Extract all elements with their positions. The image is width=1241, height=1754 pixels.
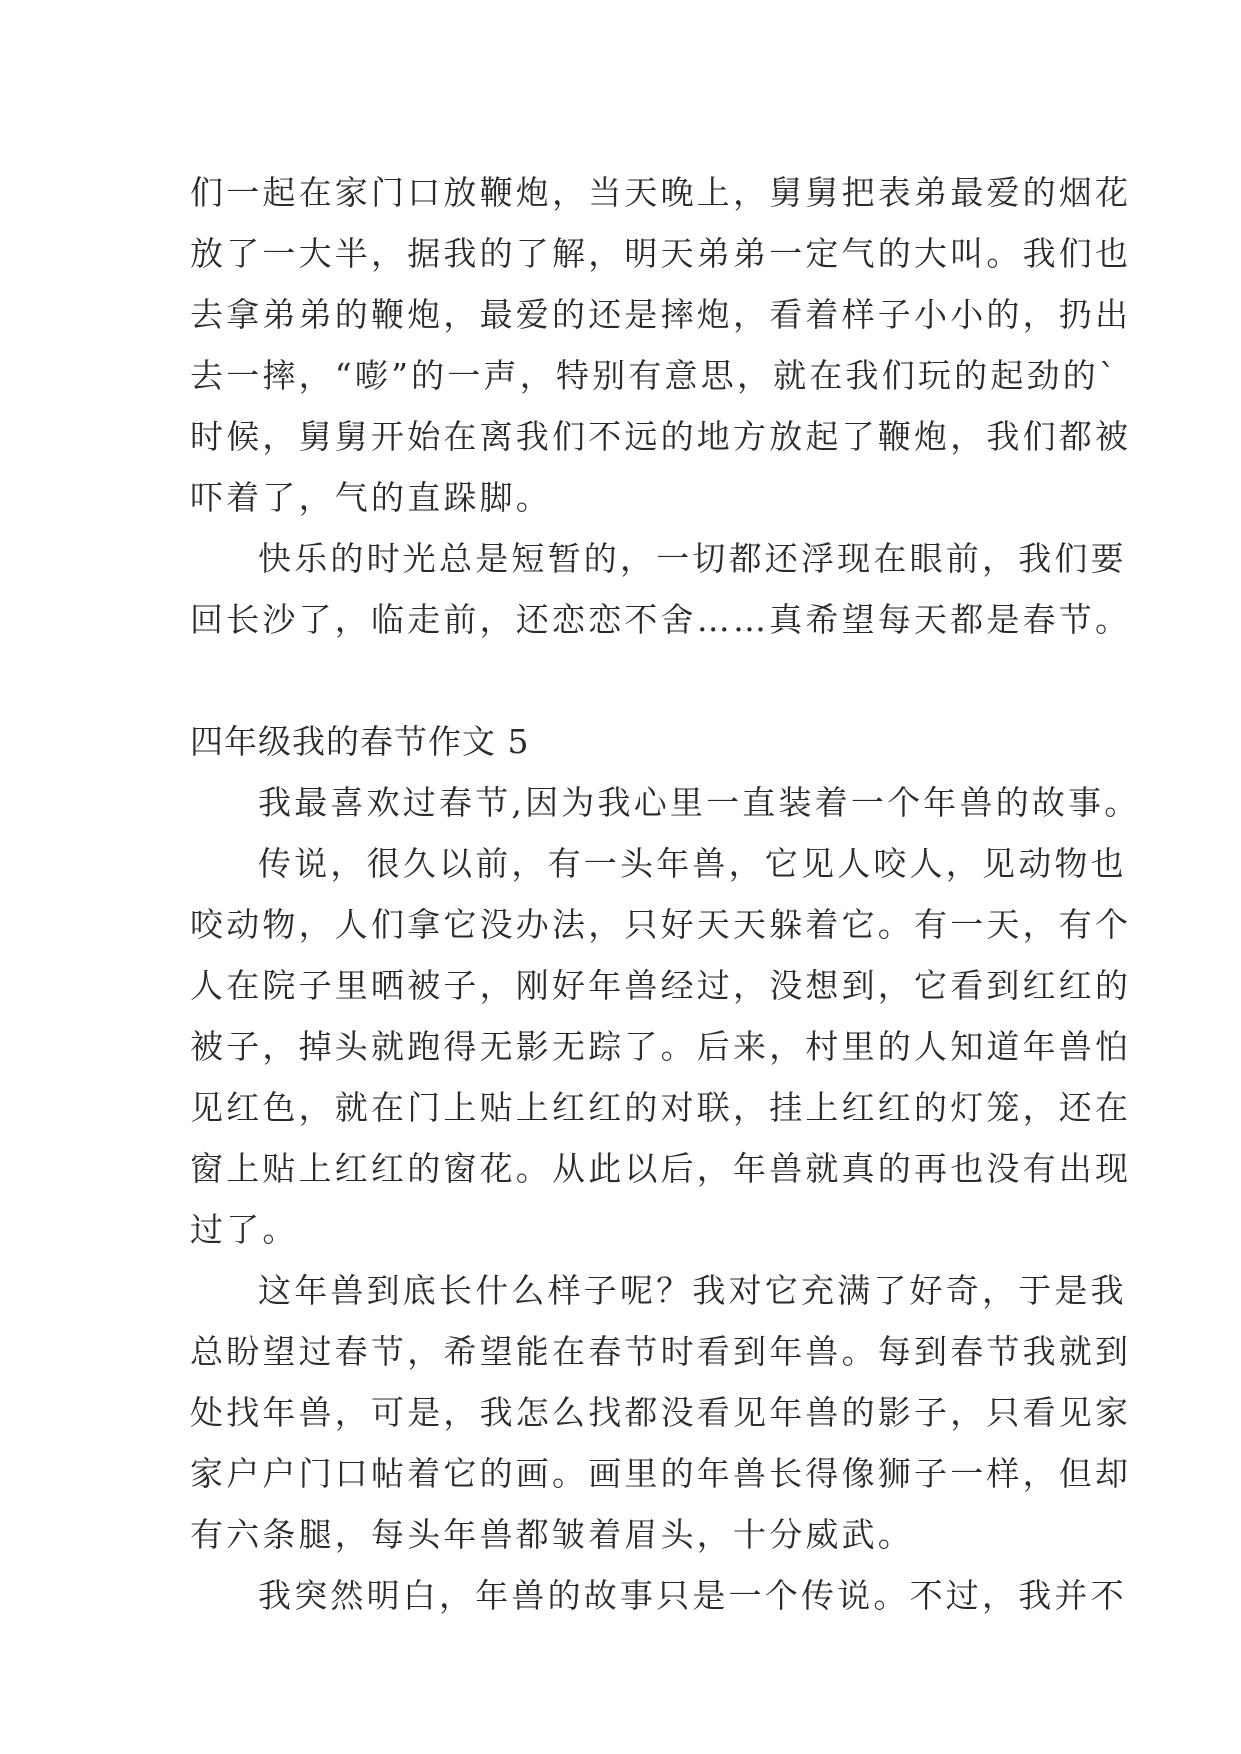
essay-text <box>190 162 1141 1626</box>
text-line: 吓着了，气的直跺脚。 <box>190 478 552 517</box>
text-line: 处找年兽，可是，我怎么找都没看见年兽的影子，只看见家 <box>190 1393 1132 1432</box>
text-line: 放了一大半，据我的了解，明天弟弟一定气的大叫。我们也 <box>190 234 1132 273</box>
text-line: 我突然明白，年兽的故事只是一个传说。不过，我并不 <box>258 1576 1127 1615</box>
text-line: 见红色，就在门上贴上红红的对联，挂上红红的灯笼，还在 <box>190 1088 1132 1127</box>
text-line: 时候，舅舅开始在离我们不远的地方放起了鞭炮，我们都被 <box>190 417 1132 456</box>
section-title: 四年级我的春节作文 5 <box>190 722 530 761</box>
text-line: 家户户门口帖着它的画。画里的年兽长得像狮子一样，但却 <box>190 1454 1132 1493</box>
text-line: 传说，很久以前，有一头年兽，它见人咬人，见动物也 <box>258 844 1127 883</box>
blank-line <box>190 650 1070 711</box>
text-line: 窗上贴上红红的窗花。从此以后，年兽就真的再也没有出现 <box>190 1149 1132 1188</box>
text-line: 去一摔，“嘭”的一声，特别有意思，就在我们玩的起劲的` <box>190 356 1119 395</box>
text-line: 过了。 <box>190 1210 299 1249</box>
text-line: 快乐的时光总是短暂的，一切都还浮现在眼前，我们要 <box>258 539 1127 578</box>
text-line: 去拿弟弟的鞭炮，最爱的还是摔炮，看着样子小小的，扔出 <box>190 295 1132 334</box>
text-line: 总盼望过春节，希望能在春节时看到年兽。每到春节我就到 <box>190 1332 1132 1371</box>
text-line: 被子，掉头就跑得无影无踪了。后来，村里的人知道年兽怕 <box>190 1027 1132 1066</box>
text-line: 咬动物，人们拿它没办法，只好天天躲着它。有一天，有个 <box>190 905 1132 944</box>
text-line: 人在院子里晒被子，刚好年兽经过，没想到，它看到红红的 <box>190 966 1132 1005</box>
text-line: 这年兽到底长什么样子呢？我对它充满了好奇，于是我 <box>258 1271 1127 1310</box>
text-line: 回长沙了，临走前，还恋恋不舍……真希望每天都是春节。 <box>190 600 1132 639</box>
text-line: 有六条腿，每头年兽都皱着眉头，十分威武。 <box>190 1515 914 1554</box>
text-line: 们一起在家门口放鞭炮，当天晚上，舅舅把表弟最爱的烟花 <box>190 173 1132 212</box>
text-line: 我最喜欢过春节,因为我心里一直装着一个年兽的故事。 <box>258 783 1141 822</box>
